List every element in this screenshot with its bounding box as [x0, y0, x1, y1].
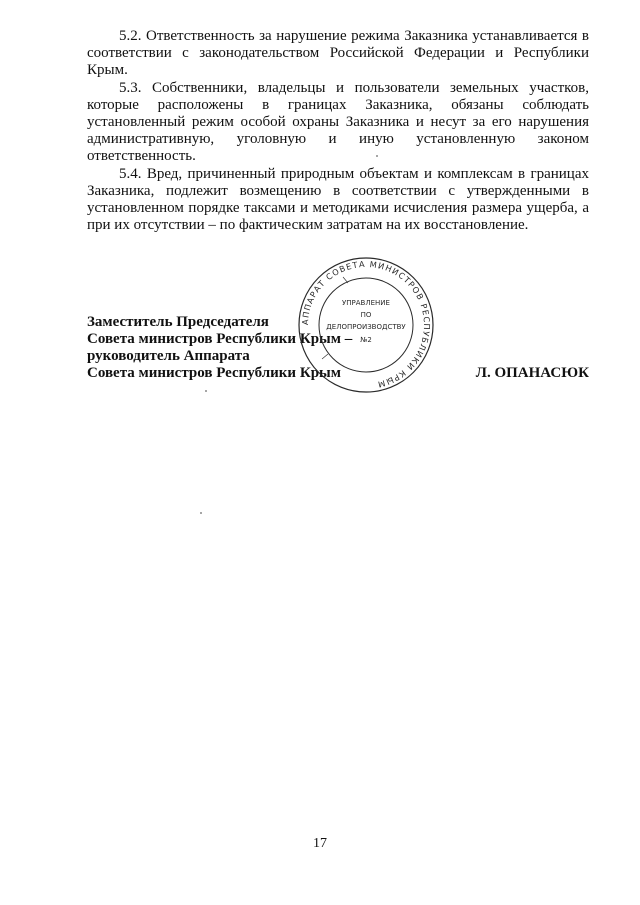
official-stamp	[296, 255, 436, 395]
stamp-inner-line-1: УПРАВЛЕНИЕ	[342, 299, 390, 307]
paragraph-5-2: 5.2. Ответственность за нарушение режима Заказника устанавливается в соответствии с законодательством Российской Федерации и Республики Крым.	[87, 28, 589, 79]
signatory-name: Л. ОПАНАСЮК	[475, 365, 589, 381]
signatory-title-line-4: Совета министров Республики Крым	[87, 365, 341, 381]
signatory-title-line-3: руководитель Аппарата	[87, 348, 250, 364]
stamp-inner-line-2: ПО	[360, 311, 372, 319]
signatory-title-line-1: Заместитель Председателя	[87, 314, 269, 330]
paragraph-5-4: 5.4. Вред, причиненный природным объектам и комплексам в границах Заказника, подлежит возмещению в соответствии с утвержденными в установленном порядке таксами и методиками исчисления размера ущерба, а при их отсутствии – по фактическим затратам на их восстановление.	[87, 165, 589, 234]
stamp-tick-2	[322, 354, 328, 359]
signatory-title-line-2: Совета министров Республики Крым –	[87, 331, 353, 347]
scan-speck	[205, 390, 207, 392]
stamp-outer-text: АППАРАТ СОВЕТА МИНИСТРОВ РЕСПУБЛИКИ КРЫМ	[299, 258, 433, 390]
scan-speck	[376, 155, 378, 157]
stamp-tick-1	[343, 277, 348, 283]
stamp-inner-line-4: №2	[360, 336, 372, 344]
scan-speck	[200, 512, 202, 514]
paragraph-5-3: 5.3. Собственники, владельцы и пользователи земельных участков, которые расположены в границах Заказника, обязаны соблюдать установленный режим особой охраны Заказника и несут за его нарушения административную, уголовную и иную установленную законом ответственность.	[87, 79, 589, 165]
stamp-graphic	[296, 255, 436, 395]
document-body	[87, 28, 589, 234]
page-number: 17	[313, 836, 327, 851]
stamp-inner-line-3: ДЕЛОПРОИЗВОДСТВУ	[326, 323, 406, 331]
